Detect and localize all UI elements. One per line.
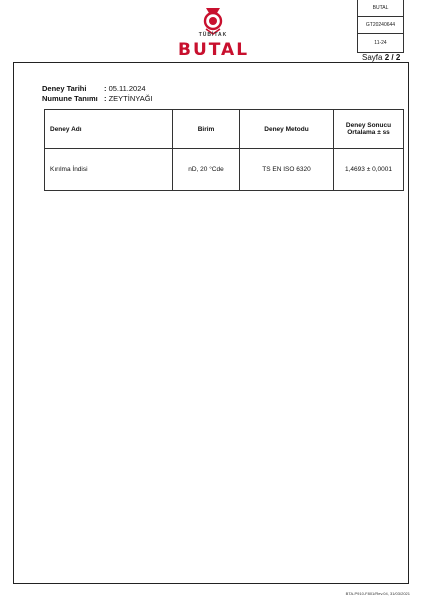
page-current: 2 (384, 53, 390, 62)
page-total: 2 (395, 53, 401, 62)
ref-date-code: 11-24 (374, 39, 387, 46)
form-code: BTA-P910-F801/Rev.04, 31/03/2021 (345, 591, 410, 596)
ref-unit: BUTAL (358, 0, 403, 17)
sample-colon: : (104, 94, 107, 103)
header-result-line2: Ortalama ± ss (347, 129, 390, 136)
header-result (334, 110, 404, 149)
sample-line (42, 94, 153, 103)
table-row (45, 149, 404, 191)
brand-name: BUTAL (178, 40, 250, 60)
frame-tick-left (13, 485, 14, 493)
ref-report-no: GT20240644 (358, 17, 403, 34)
frame-tick-right (408, 485, 409, 493)
cell-test-name: Kırılma İndisi (45, 149, 173, 191)
header-method: Deney Metodu (240, 110, 334, 149)
sample-label: Numune Tanımı (42, 94, 98, 103)
header-test-name: Deney Adı (45, 110, 173, 149)
reference-box (357, 0, 404, 53)
header-unit: Birim (173, 110, 240, 149)
brand-small-text: TÜBİTAK (198, 32, 228, 38)
sample-value: ZEYTİNYAĞI (108, 94, 153, 103)
tubitak-logo (178, 6, 248, 64)
test-date-value: 05.11.2024 (108, 84, 146, 93)
page-label: Sayfa (362, 53, 383, 62)
test-date-colon: : (104, 84, 107, 93)
table-header-row (45, 110, 404, 149)
cell-method: TS EN ISO 6320 (240, 149, 334, 191)
cell-unit: nD, 20 °Cde (173, 149, 240, 191)
results-table (44, 109, 404, 191)
cell-result: 1,4693 ± 0,0001 (334, 149, 404, 191)
page-separator: / (391, 53, 394, 62)
test-date-line (42, 84, 146, 93)
test-date-label: Deney Tarihi (42, 84, 87, 93)
page-number (362, 53, 400, 62)
header-result-line1: Deney Sonucu (345, 122, 392, 129)
